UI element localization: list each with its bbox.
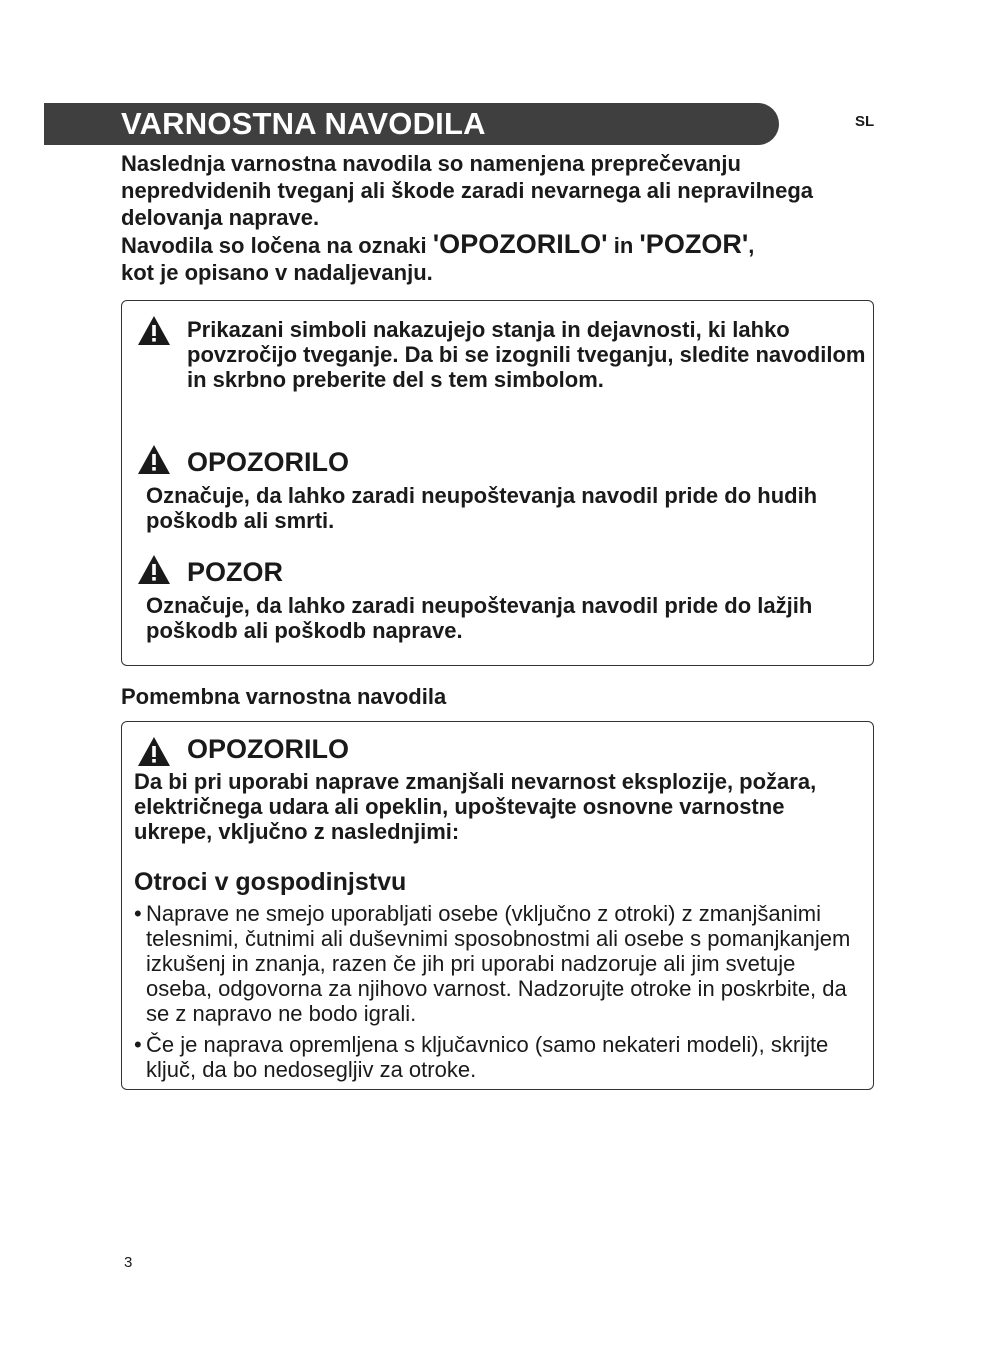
warning-box	[121, 721, 874, 1090]
intro-comma: ,	[748, 233, 755, 258]
bullet-list	[134, 901, 864, 1088]
caution-label: POZOR	[187, 557, 284, 587]
warning-triangle-icon	[137, 444, 171, 475]
intro-line-3: kot je opisano v nadaljevanju.	[121, 260, 433, 285]
bullet-icon: •	[134, 901, 142, 926]
warning-label: OPOZORILO	[187, 447, 349, 477]
warning-box-intro: Da bi pri uporabi naprave zmanjšali nevarnost eksplozije, požara, električnega udara ali opeklin, upoštevajte osnovne varnostne ukrepe, vključno z naslednjimi:	[134, 769, 817, 844]
symbol-explanation: Prikazani simboli nakazujejo stanja in dejavnosti, ki lahko povzročijo tveganje. Da bi se izognili tveganju, sledite navodilom in skrbno preberite del s tem simbolom.	[187, 317, 866, 392]
intro-caution-term: 'POZOR'	[639, 229, 749, 259]
list-item-text: Če je naprava opremljena s ključavnico (samo nekateri modeli), skrijte ključ, da bo nedosegljiv za otroke.	[146, 1032, 829, 1082]
important-heading: Pomembna varnostna navodila	[121, 684, 447, 709]
symbols-box	[121, 300, 874, 666]
list-item	[134, 901, 864, 1026]
section-title: Otroci v gospodinjstvu	[134, 868, 407, 896]
page-title: VARNOSTNA NAVODILA	[121, 106, 486, 141]
caution-description: Označuje, da lahko zaradi neupoštevanja navodil pride do lažjih poškodb ali poškodb naprave.	[146, 593, 813, 643]
language-code: SL	[855, 113, 875, 130]
caution-triangle-icon	[137, 554, 171, 585]
bullet-icon: •	[134, 1032, 142, 1057]
warning-triangle-icon	[137, 736, 171, 767]
intro-in: in	[607, 233, 640, 258]
intro-line-2-text: Navodila so ločena na oznaki	[121, 233, 433, 258]
warning-box-label: OPOZORILO	[187, 734, 349, 764]
warning-triangle-icon	[137, 315, 171, 346]
intro-text	[121, 150, 881, 286]
intro-warning-term: 'OPOZORILO'	[432, 229, 608, 259]
list-item	[134, 1032, 864, 1082]
intro-line-2	[121, 231, 881, 259]
page-number: 3	[124, 1254, 133, 1271]
list-item-text: Naprave ne smejo uporabljati osebe (vključno z otroki) z zmanjšanimi telesnimi, čutnimi ali duševnimi sposobnostmi ali osebe s pomanjkanjem izkušenj in znanja, razen če jih pri uporabi nadzoruje ali jim svetuje oseba, odgovorna za njihovo varnost. Nadzorujte otroke in poskrbite, da se z napravo ne bodo igrali.	[146, 901, 851, 1026]
intro-line-1: Naslednja varnostna navodila so namenjena preprečevanju nepredvidenih tveganj ali škode zaradi nevarnega ali nepravilnega delovanja naprave.	[121, 151, 814, 230]
warning-description: Označuje, da lahko zaradi neupoštevanja navodil pride do hudih poškodb ali smrti.	[146, 483, 818, 533]
